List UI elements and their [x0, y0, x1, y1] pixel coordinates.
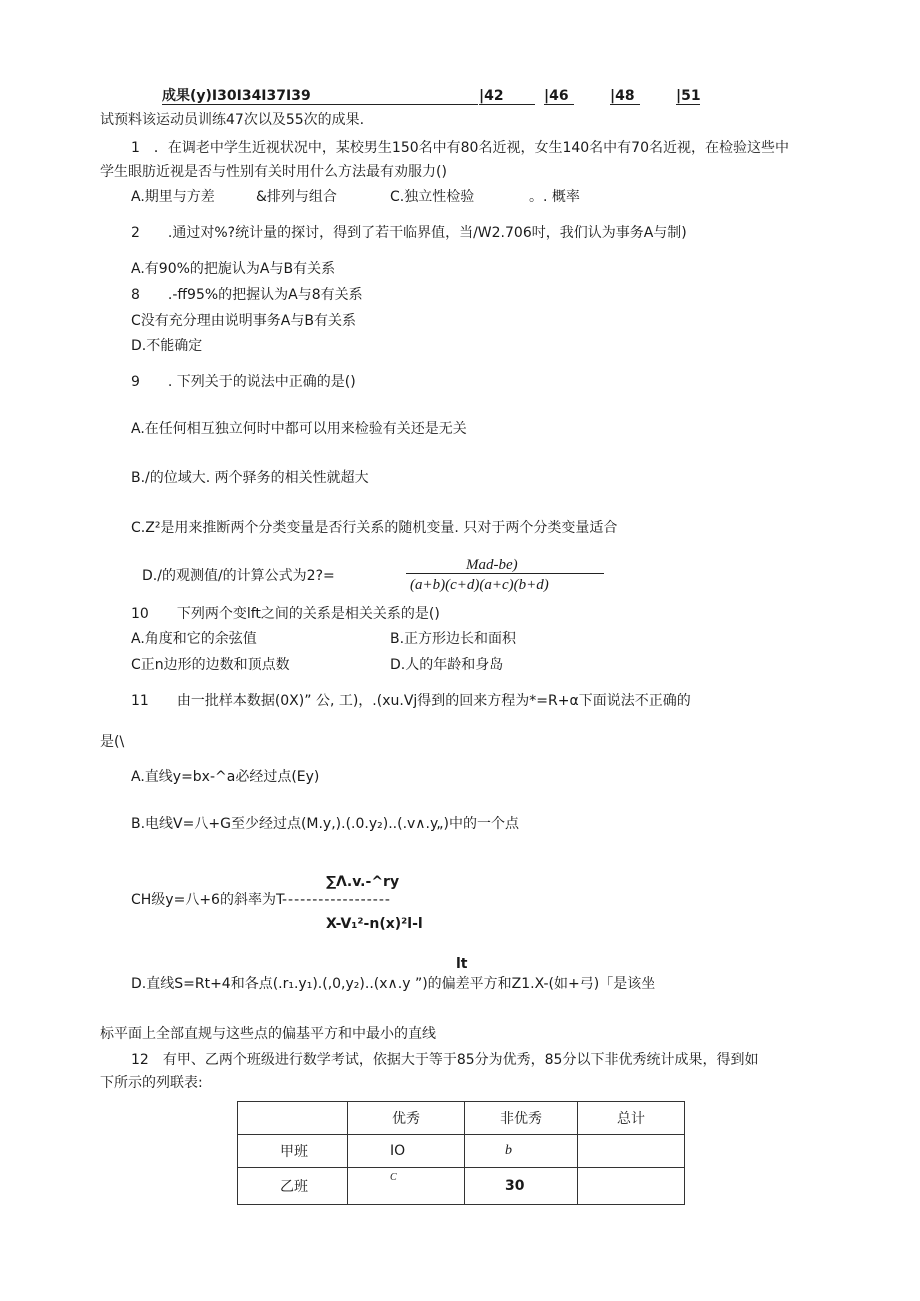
table-cell	[578, 1135, 685, 1168]
q11-option-c: CH级y=八+6的斜率为T	[131, 892, 285, 908]
score-col-42-underline	[479, 104, 535, 105]
q1-option-c: C.独立性检验	[390, 189, 475, 205]
q9-stem: 9 . 下列关于的说法中正确的是()	[131, 374, 356, 390]
q10-option-c: C正n边形的边数和顶点数	[131, 657, 290, 673]
table-header-cell: 总计	[578, 1102, 685, 1135]
score-col-48-underline	[610, 104, 640, 105]
q11-option-d: D.直线S=Rt+4和各点(.r₁.y₁).(,0,y₂)..(x∧.y ”)的偏差平方和Z1.X-(如+弓)「是该坐	[131, 976, 656, 992]
q9-formula-denominator: (a+b)(c+d)(a+c)(b+d)	[410, 577, 549, 593]
table-row	[238, 1168, 685, 1205]
q9-option-b: B./的位域大. 两个驿务的相关性就超大	[131, 470, 369, 486]
q10-stem: 10 下列两个变lft之间的关系是相关关系的是()	[131, 606, 440, 622]
q9-formula-numerator: Mad-be)	[466, 557, 518, 573]
score-row-label: 成果(y)I30I34I37I39	[162, 88, 311, 104]
score-col-48: |48	[610, 88, 635, 104]
q11-option-c-denominator: X-V₁²-n(x)²l-l	[326, 916, 423, 932]
q2-option-d: D.不能确定	[131, 338, 203, 354]
q9-option-c: C.Z²是用来推断两个分类变量是否行关系的随机变量. 只对于两个分类变量适合	[131, 520, 618, 536]
q11-option-b: B.电线V=八+G至少经过点(M.y,).(.0.y₂)..(.v∧.y„)中的一个点	[131, 816, 519, 832]
q12-stem-line2: 下所示的列联表:	[100, 1075, 203, 1091]
score-col-46-underline	[544, 104, 574, 105]
score-row-underline	[162, 104, 478, 105]
q10-option-b: B.正方形边长和面积	[390, 631, 517, 647]
q10-option-d: D.人的年龄和身岛	[390, 657, 504, 673]
q1-stem-line1: 1 ．在调老中学生近视状况中，某校男生150名中有80名近视，女生140名中有70名近视，在检验这些中	[131, 140, 789, 156]
table-header-cell	[238, 1102, 348, 1135]
q11-option-d-cont: 标平面上全部直规与这些点的偏基平方和中最小的直线	[100, 1026, 436, 1042]
q11-stem: 11 由一批样本数据(0X)” 公, 工)，.(xu.Vj得到的回来方程为*=R+α下面说法不正确的	[131, 693, 691, 709]
table-cell: 30	[465, 1168, 578, 1205]
intro-text: 试预料该运动员训练47次以及55次的成果.	[100, 112, 365, 128]
q11-option-d-superscript: lt	[456, 956, 468, 972]
q2-option-c: C没有充分理由说明事务A与B有关系	[131, 313, 356, 329]
q9-option-a: A.在任何相互独立何时中都可以用来检验有关还是无关	[131, 421, 467, 437]
table-cell: IO	[348, 1135, 465, 1168]
score-col-51-underline	[676, 104, 700, 105]
q2-option-a: A.有90%的把旎认为A与B有关系	[131, 261, 336, 277]
q11-option-c-numerator: ∑Λ.v.-^ry	[326, 874, 400, 890]
q10-option-a: A.角度和它的余弦值	[131, 631, 257, 647]
score-col-51: |51	[676, 88, 701, 104]
q2-stem: 2 .通过对%?统计量的探讨，得到了若干临界值，当/W2.706吋，我们认为事务A与制)	[131, 225, 687, 241]
table-cell	[578, 1168, 685, 1205]
table-cell: b	[465, 1135, 578, 1168]
table-cell: 甲班	[238, 1135, 348, 1168]
table-header-row	[238, 1102, 685, 1135]
q1-option-d: 。. 概率	[529, 189, 580, 205]
q11-option-a: A.直线y=bx-^a必经过点(Ey)	[131, 769, 320, 785]
table-row	[238, 1135, 685, 1168]
q2-option-b: 8 .-ff95%的把握认为A与8有关系	[131, 287, 363, 303]
q1-option-b: &排列与组合	[256, 189, 337, 205]
score-col-42: |42	[479, 88, 504, 104]
score-col-46: |46	[544, 88, 569, 104]
q9-option-d: D./的观测值/的计算公式为2?=	[142, 568, 335, 584]
table-header-cell: 非优秀	[465, 1102, 578, 1135]
contingency-table	[237, 1101, 685, 1205]
table-cell: C	[348, 1168, 465, 1205]
q11-option-c-fraction-bar: ------------------	[282, 892, 391, 908]
q11-stem-cont: 是(\	[100, 734, 125, 750]
q9-formula-fraction-bar	[406, 573, 604, 574]
q1-stem-line2: 学生眼肪近视是否与性别有关时用什么方法最有劝服力()	[100, 164, 447, 180]
q1-option-a: A.期里与方差	[131, 189, 215, 205]
table-header-cell: 优秀	[348, 1102, 465, 1135]
table-cell: 乙班	[238, 1168, 348, 1205]
q12-stem-line1: 12 有甲、乙两个班级进行数学考试，依据大于等于85分为优秀，85分以下非优秀统计成果，得到如	[131, 1052, 759, 1068]
